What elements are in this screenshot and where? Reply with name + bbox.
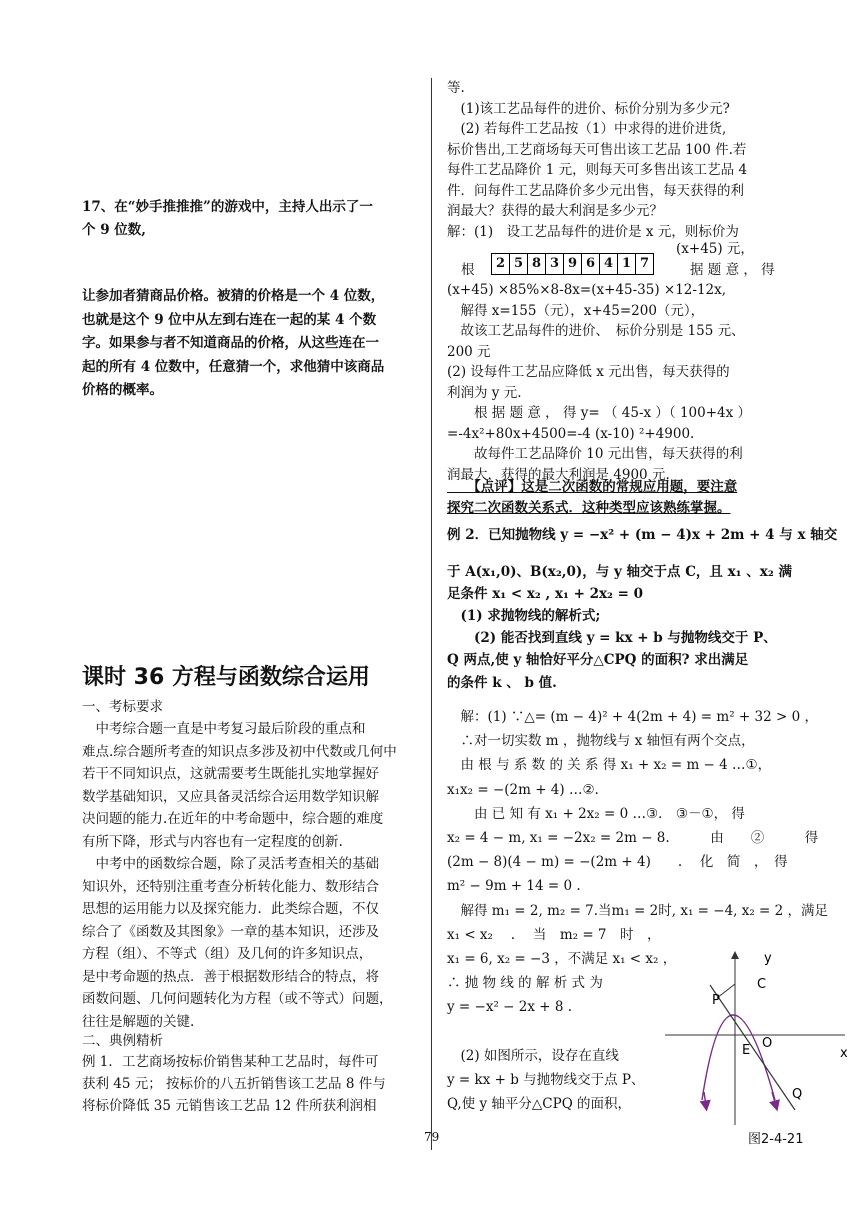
fig-label-c: C (757, 977, 767, 992)
text-line: =-4x²+80x+4500=-4 (x-10) ²+4900. (447, 425, 695, 442)
text-line: 件．问每件工艺品降价多少元出售，每天获得的利 (447, 182, 744, 199)
text-line: 由 已 知 有 x₁ + 2x₂ = 0 …③． ③－①， 得 (447, 805, 745, 822)
q17-line2: 个 9 位数, (82, 222, 146, 238)
example-2-line7: 的条件 k 、 b 值. (447, 675, 557, 691)
fig-label-y: y (764, 951, 772, 966)
text-line: 也就是这个 9 位中从左到右连在一起的某 4 个数 (82, 311, 377, 328)
fig-label-p: P (712, 993, 720, 1008)
text-line: 有所下降，形式与内容也有一定程度的创新. (82, 833, 343, 850)
text-line: 故该工艺品每件的进价、 标价分别是 155 元、 (447, 323, 745, 339)
text-line: 200 元 (447, 343, 491, 360)
text-line: x₁ = 6, x₂ = −3 ，不满足 x₁ < x₂ ， (447, 951, 677, 967)
text-line: 等. (447, 80, 465, 96)
text-line: 解：(1) ∵△= (m − 4)² + 4(2m + 4) = m² + 32 > 0 ， (447, 709, 818, 725)
digit: 3 (546, 254, 564, 274)
fig-label-x: x (840, 1046, 848, 1061)
text-line: (2) 若每件工艺品按（1）中求得的进价进货, (447, 121, 727, 137)
text-line: 标价售出,工艺商场每天可售出该工艺品 100 件.若 (447, 141, 747, 158)
text-line: 获利 45 元； 按标价的八五折销售该工艺品 8 件与 (82, 1076, 386, 1092)
text-line: 每件工艺品降价 1 元，则每天可多售出该工艺品 4 (447, 162, 748, 178)
digit: 7 (639, 256, 650, 271)
text-line: x₂ = 4 − m, x₁ = −2x₂ = 2m − 8. 由 ② 得 (447, 830, 819, 846)
example-2-line5: (2) 能否找到直线 y = kx + b 与抛物线交于 P、 (447, 630, 777, 646)
text-line: 解：(1) 设工艺品每件的进价是 x 元，则标价为 (447, 223, 739, 240)
text-line: 解得 x=155（元），x+45=200（元）， (447, 302, 705, 319)
text-line: (2) 如图所示，设存在直线 (447, 1047, 619, 1064)
text-line: 润最大，获得的最大利润是 4900 元. (447, 466, 670, 483)
text-line: 解得 m₁ = 2, m₂ = 7.当m₁ = 2时, x₁ = −4, x₂ = 2 ，满足 (447, 902, 829, 919)
figure-caption: 图2-4-21 (748, 1132, 804, 1147)
text-line: 故每件工艺品降价 10 元出售，每天获得的利 (447, 446, 743, 462)
text-line: 字。如果参与者不知道商品的价格，从这些连在一 (82, 335, 379, 351)
text-line: (2m − 8)(4 − m) = −(2m + 4) . 化 简 ， 得 (447, 854, 788, 871)
q17-line1: 17、在“妙手推推推”的游戏中，主持人出示了一 (82, 199, 373, 215)
digit: 9 (564, 254, 582, 274)
text-line: 例 1．工艺商场按标价销售某种工艺品时，每件可 (82, 1054, 379, 1070)
text-line: 若干不同知识点，这就需要考生既能扎实地掌握好 (82, 766, 379, 782)
text-line: 思想的运用能力以及探究能力．此类综合题，不仅 (82, 901, 379, 917)
text-line: 决问题的能力.在近年的中考命题中，综合题的难度 (82, 811, 384, 827)
text-line: 根 据 题 意 ， 得 y= （ 45-x ）（ 100+4x ） (447, 405, 752, 421)
text-line: y = −x² − 2x + 8 . (447, 999, 573, 1016)
text-line: 知识外，还特别注重考查分析转化能力、数形结合 (82, 878, 379, 895)
example-2-line3: 足条件 x₁ < x₂ , x₁ + 2x₂ = 0 (447, 586, 644, 602)
digit: 6 (582, 254, 600, 274)
fig-label-o: O (762, 1036, 773, 1051)
text-line: m² − 9m + 14 = 0 . (447, 878, 581, 895)
digit: 5 (510, 254, 528, 274)
text-line: 综合了《函数及其图象》一章的基本知识，还涉及 (82, 923, 379, 940)
text-line: (x+45) ×85%×8-8x=(x+45-35) ×12-12x, (447, 282, 727, 298)
text-line: 难点.综合题所考查的知识点多涉及初中代数或几何中 (82, 743, 397, 760)
text-line: x₁ < x₂ . 当 m₂ = 7 时 ， (447, 926, 661, 943)
example-2-line2: 于 A(x₁,0)、B(x₂,0)，与 y 轴交于点 C，且 x₁ 、x₂ 满 (447, 564, 792, 580)
digit: 8 (528, 254, 546, 274)
text-line: 往往是解题的关键. (82, 1013, 195, 1030)
text-line: (2) 设每件工艺品应降低 x 元出售，每天获得的 (447, 364, 730, 380)
lesson-title: 课时 36 方程与函数综合运用 (82, 665, 370, 690)
digit: 4 (600, 254, 618, 274)
section-heading-1: 一、考标要求 (82, 699, 163, 715)
text-line: 利润为 y 元. (447, 384, 522, 401)
text-line: Q,使 y 轴平分△CPQ 的面积， (447, 1096, 632, 1113)
text-line: (1)该工艺品每件的进价、标价分别为多少元? (447, 100, 730, 117)
text-line: ∴对一切实数 m ，抛物线与 x 轴恒有两个交点， (447, 733, 755, 750)
text-line: 由 根 与 系 数 的 关 系 得 x₁ + x₂ = m − 4 …①， (447, 757, 772, 774)
page-number: 79 (424, 1130, 440, 1144)
comment-line1: 【点评】这是二次函数的常规应用题，要注意 (447, 479, 738, 495)
text-line: 润最大？获得的最大利润是多少元？ (447, 203, 663, 219)
digit: 2 (492, 254, 510, 274)
fig-label-e: E (742, 1043, 751, 1058)
text-line: 函数问题、几何问题转化为方程（或不等式）问题， (82, 991, 393, 1007)
example-2-line6: Q 两点,使 y 轴恰好平分△CPQ 的面积? 求出满足 (447, 652, 749, 668)
example-2-line4: (1) 求抛物线的解析式; (447, 608, 601, 624)
parabola-figure (660, 940, 860, 1130)
text-line: 让参加者猜商品价格。被猜的价格是一个 4 位数， (82, 288, 385, 304)
text-line: ∴ 抛 物 线 的 解 析 式 为 (447, 975, 603, 992)
fig-label-q: Q (792, 1087, 803, 1102)
text-line: 方程（组）、不等式（组）及几何的许多知识点， (82, 946, 373, 962)
text-line: 将标价降低 35 元销售该工艺品 12 件所获利润相 (82, 1098, 377, 1114)
text-line: 中考中的函数综合题，除了灵活考查相关的基础 (82, 856, 379, 872)
text-line: y = kx + b 与抛物线交于点 P、 (447, 1072, 645, 1088)
digit: 1 (618, 254, 636, 274)
text-line: 数学基础知识，又应具备灵活综合运用数学知识解 (82, 788, 379, 805)
nine-digit-number (491, 253, 654, 275)
line-pq (710, 985, 795, 1110)
text-line: 价格的概率。 (82, 382, 163, 398)
text-line: 中考综合题一直是中考复习最后阶段的重点和 (82, 721, 366, 737)
comment-line2: 探究二次函数关系式．这种类型应该熟练掌握。 (447, 500, 731, 516)
text-line: 是中考命题的热点．善于根据数形结合的特点，将 (82, 968, 379, 985)
text-line: x₁x₂ = −(2m + 4) …②. (447, 781, 599, 798)
example-2-line1: 例 2．已知抛物线 y = −x² + (m − 4)x + 2m + 4 与 x 轴交 (447, 527, 838, 543)
gen-char: 根 (461, 262, 475, 278)
column-divider (431, 78, 432, 1150)
text-line: 起的所有 4 位数中，任意猜一个，求他猜中该商品 (82, 358, 385, 375)
section-heading-2: 二、典例精析 (82, 1033, 163, 1049)
according-text: 据 题 意 ， 得 (690, 262, 775, 278)
price-line: (x+45) 元， (676, 241, 754, 257)
